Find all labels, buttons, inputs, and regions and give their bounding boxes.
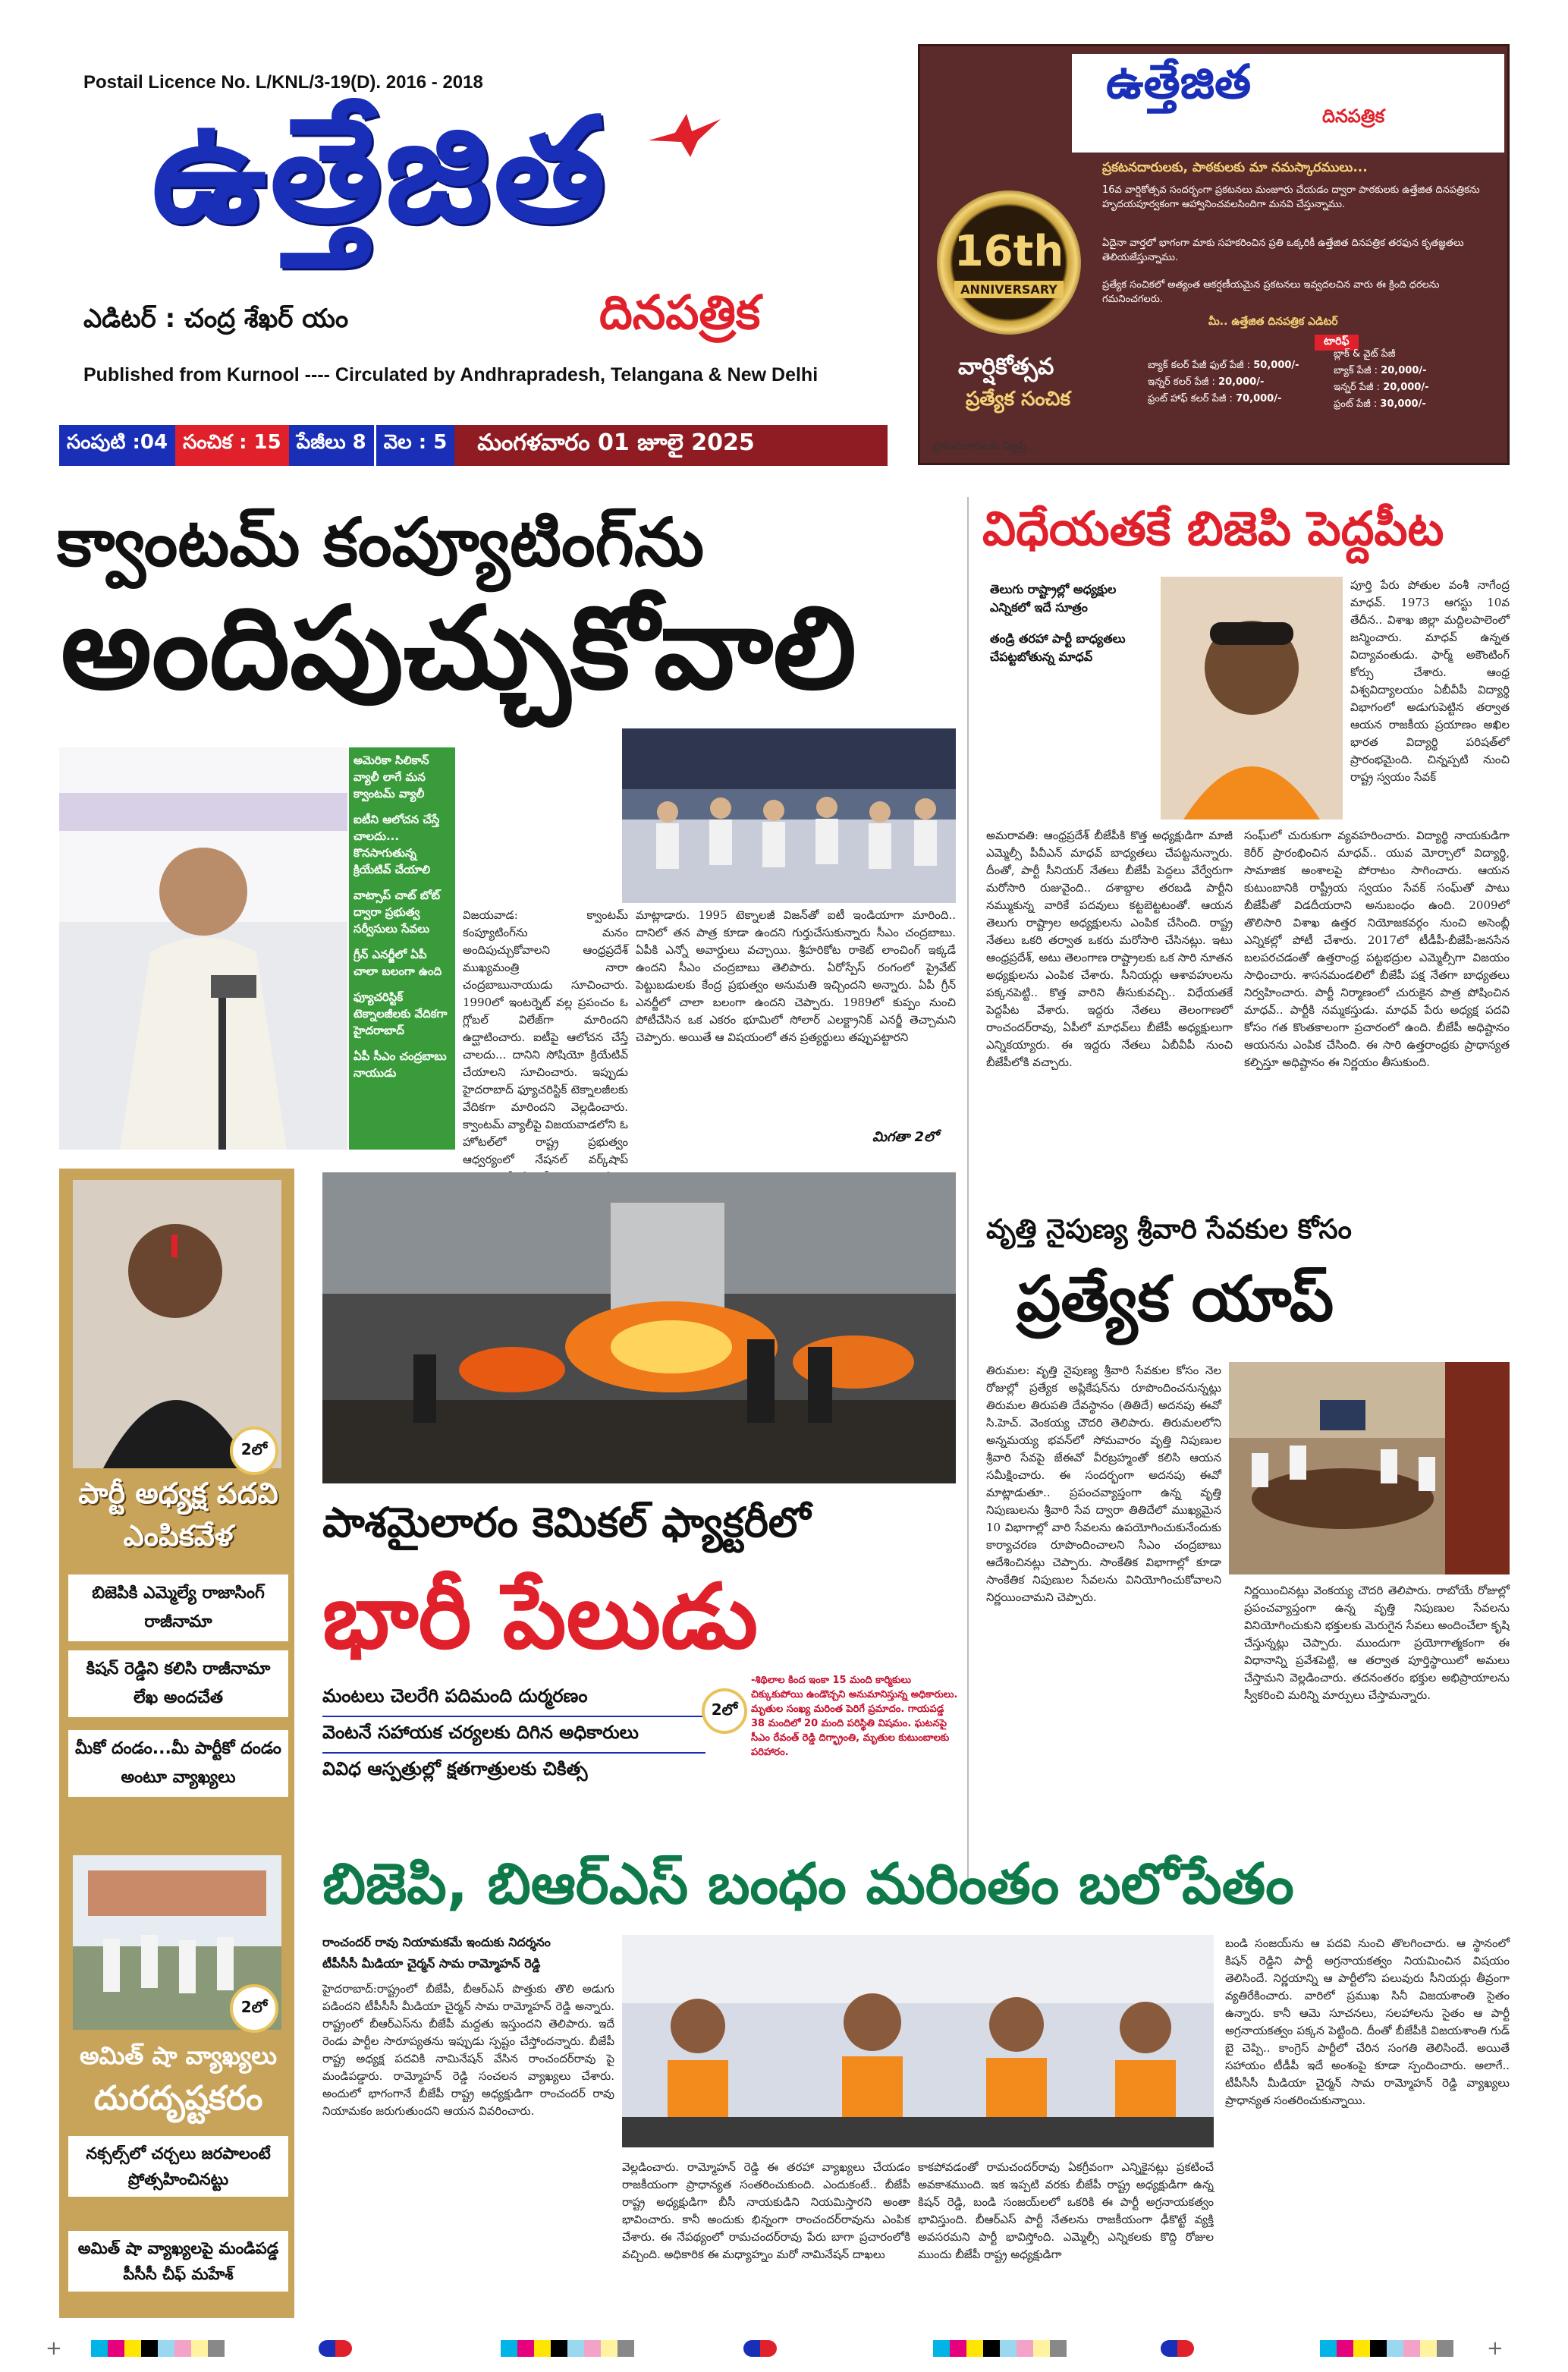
badge-number: 16th — [954, 227, 1064, 276]
tariff-row — [1334, 363, 1500, 379]
tariff-label: ఇన్నర్ కలర్ పేజీ : — [1148, 376, 1215, 388]
crop-mark: + — [46, 2337, 62, 2360]
color-bar — [501, 2340, 634, 2357]
lead-headline-2: అందిపుచ్చుకోవాలి — [61, 583, 856, 715]
factory-bullet: మంటలు చెలరేగి పదిమంది దుర్మరణం — [322, 1681, 705, 1717]
lead-continued: మిగతా 2లో — [872, 1129, 938, 1145]
crop-mark: + — [1487, 2337, 1504, 2360]
left-continued-badge-1: 2లో — [230, 1427, 278, 1475]
srivari-kicker: వృత్తి నైపుణ్య శ్రీవారి సేవకుల కోసం — [986, 1214, 1352, 1245]
lead-bullet: అమెరికా సిలికాన్ వ్యాలీ లాగే మన క్వాంటమ్ వ్యాలీ — [354, 753, 429, 801]
lead-bullet: ఫ్యూచరిస్టిక్ టెక్నాలజీలకు వేదికగా హైదరాబాద్ — [354, 990, 448, 1037]
ad-tariff-right — [1334, 346, 1500, 413]
color-bar — [743, 2340, 777, 2357]
paper-title: ఉత్తేజిత — [152, 87, 609, 254]
postal-licence: Postail Licence No. L/KNL/3-19(D). 2016 - 2018 — [83, 72, 483, 93]
factory-continued: 2లో — [702, 1688, 747, 1734]
tariff-label: బ్యాక్ కలర్ పేజీ ఫుల్ పేజీ : — [1148, 360, 1251, 371]
ad-tariff-title: టారిఫ్ — [1315, 335, 1359, 351]
column-divider — [967, 497, 969, 1886]
issue-pages: పేజీలు 8 — [289, 425, 374, 466]
tariff-label: ఫ్రంట్ హాఫ్ కలర్ పేజీ : — [1148, 393, 1233, 404]
workshop-audience-photo — [622, 728, 956, 903]
box2-headline-1: అమిత్ షా వ్యాఖ్యలు — [79, 2041, 278, 2070]
ttd-meeting-photo — [1229, 1362, 1510, 1575]
ad-sign: మీ.. ఉత్తేజిత దినపత్రిక ఎడిటర్ — [1208, 316, 1338, 328]
tariff-value: 20,000/- — [1381, 365, 1427, 376]
bottom-column-3: కాకపోవడంతో రామచందర్‌రావు ఏకగ్రీవంగా ఎన్నికైనట్లు ప్రకటించే అవకాశముంది. ఇక ఇప్పటి వరకు బీజేపీ రాష్ట్ర అధ్యక్షుడిగా ఉన్న కిషన్ రెడ్డి, బండి సంజయ్‌లలో ఒకరికి ఈ పార్టీ అగ్రనాయకత్వం భావిస్తుంది. బీఆర్‌ఎస్ పార్టీ నేతలను రాజకీయంగా ఢీకొట్టే వ్యక్తి అవసరమని పార్టీ భావిస్తోంది. ఎమ్మెల్సీ ఎన్నికలకు కొద్ది రోజుల ముందు బీజేపీ రాష్ట్ర అధ్యక్షుడిగా — [918, 2160, 1214, 2261]
ad-paper-title: ఉత్తేజిత — [1106, 54, 1252, 109]
tariff-row — [1148, 357, 1322, 374]
anniversary-badge — [937, 190, 1081, 335]
issue-info-bar — [59, 425, 888, 466]
ad-paper-subtitle: దినపత్రిక — [1322, 105, 1385, 127]
bottom-headline: బిజెపి, బిఆర్ఎస్ బంధం మరింతం బలోపేతం — [322, 1851, 1294, 1917]
factory-bullets — [322, 1681, 705, 1788]
tariff-row — [1334, 379, 1500, 396]
box1-sub-3: మీకో దండం...మీ పార్టీకో దండం అంటూ వ్యాఖ్యలు — [68, 1730, 288, 1797]
tariff-label: ఫ్రంట్ పేజీ : — [1334, 398, 1378, 410]
factory-headline-1: పాశమైలారం కెమికల్ ఫ్యాక్టరీలో — [322, 1499, 811, 1546]
bottom-column-4: బండి సంజయ్‌ను ఆ పదవి నుంచి తొలగించారు. ఆ స్థానంలో కిషన్ రెడ్డిని పార్టీ అగ్రనాయకత్వం నియమించిన విషయం తెలిసిందే. నిర్ణయాన్ని ఆ పార్టీలోని పలువురు సీనియర్లు తీవ్రంగా వ్యతిరేకించారు. వారిలో ప్రముఖ సినీ విజయశాంతి సైతం ఉన్నారు. కానీ ఆమె సూచనలు, సలహాలను సైతం ఆ పార్టీ అగ్రనాయకత్వం పక్కన పెట్టింది. దీంతో బీజేపీకి విజయశాంతి గుడ్ బై చెప్పి.. కాంగ్రెస్ పార్టీలో చేరిన సంగతి తెలిసిందే. అయితే సహాయం టీడీపీ ఇదే అంశంపై కూడా స్పందించారు. అలాగే.. టీపీసీసీ మీడియా చైర్మన్ సామ రామ్మోహన్ రెడ్డి వ్యాఖ్యలు ప్రాధాన్యత సంతరించుకున్నాయి. — [1225, 1936, 1510, 2107]
lead-bullet: వాట్సాప్ చాట్ బోట్ ద్వారా ప్రభుత్వ సర్వీసులు సేవలు — [354, 889, 441, 936]
factory-bullet: వెంటనే సహాయక చర్యలకు దిగిన అధికారులు — [322, 1717, 705, 1754]
lead-bullets-box — [349, 747, 455, 1150]
masthead — [61, 72, 895, 451]
bottom-column-2: వెల్లడించారు. రామ్మోహన్ రెడ్డి ఈ తరహా వ్యాఖ్యలు చేయడం రాజకీయంగా ప్రాధాన్యత సంతరించుకుంది. ఎందుకంటే.. బీజేపీ రాష్ట్ర అధ్యక్షుడిగా బీసీ నాయకుడిని నియమిస్తారని అంతా భావించారు. కానీ అందుకు భిన్నంగా రాంచందర్‌రావును ఎంపిక చేశారు. ఈ నేపథ్యంలో రామచందర్‌రావు పేరు బాగా ప్రచారంలోకి వచ్చింది. అధికారిక ఈ మధ్యాహ్నం మరో నామినేషన్ దాఖలు — [622, 2160, 910, 2261]
ad-para-3: ప్రత్యేక సంచికలో అత్యంత ఆకర్షణీయమైన ప్రకటనలు ఇవ్వదలచిన వారు ఈ క్రింది ధరలను గమనించగలరు. — [1102, 279, 1440, 305]
issue-volume: సంపుటి :04 — [59, 425, 175, 466]
left-continued-badge-2: 2లో — [230, 1984, 278, 2033]
published-line: Published from Kurnool ---- Circulated by Andhrapradesh, Telangana & New Delhi — [83, 364, 819, 385]
tariff-row: బ్లాక్ & వైట్ పేజీ — [1334, 348, 1396, 360]
ad-caption-2: ప్రత్యేక సంచిక — [966, 388, 1071, 411]
tariff-row — [1148, 391, 1322, 407]
ad-note: ప్రకటనదారులకు విజ్ఞప్తి... — [933, 440, 1036, 452]
print-registration-strip — [46, 2337, 1525, 2360]
factory-bullet: వివిధ ఆస్పత్రుల్లో క్షతగాత్రులకు చికిత్స — [322, 1758, 588, 1779]
ad-para-2: ఏదైనా వార్తలో భాగంగా మాకు సహకరించిన ప్రతి ఒక్కరికీ ఉత్తేజిత దినపత్రిక తరఫున కృతజ్ఞతలు తెలియజేస్తున్నాము. — [1102, 238, 1464, 263]
bjp-column-right: పూర్తి పేరు పోతుల వంశీ నాగేంద్ర మాధవ్. 1973 ఆగస్టు 10వ తేదీన.. విశాఖ జిల్లా మద్దిలపాలెంలో జన్మించారు. మాధవ్ ఉన్నత విద్యావంతుడు. ఫార్మ్ అకౌంటింగ్ కోర్సు చేశారు. ఆంధ్ర విశ్వవిద్యాలయం ఏబీవీపీ విద్యార్థి విభాగంలో అడుగుపెట్టిన తర్వాత ఆయన రాజకీయ ప్రయాణం అఖిల భారత విద్యార్థి పరిషత్‌లో ప్రారంభమైంది. చిన్నప్పటి నుంచి రాష్ట్ర స్వయం సేవక్ — [1350, 578, 1510, 784]
color-bar — [1161, 2340, 1194, 2357]
lead-column-1: విజయవాడ: క్వాంటమ్ కంప్యూటింగ్‌ను మనం అందిపుచ్చుకోవాలని ఆంధ్రప్రదేశ్ ముఖ్యమంత్రి నారా చంద్రబాబునాయుడు సూచించారు. 1990లో ఇంటర్నెట్ వల్ల ప్రపంచం ఓ గ్లోబల్ విలేజ్‌గా మారిందని ఉద్ఘాటించారు. ఐటీపై ఆలోచన చేస్తే చాలదు... దానిని సోషియో క్రియేటివ్ చేయాలని సూచించారు. ఇప్పుడు హైదరాబాద్ ఫ్యూచరిస్టిక్ టెక్నాలజీలకు వేదికగా మారిందని వెల్లడించారు. క్వాంటమ్ వ్యాలీపై విజయవాడలోని ఓ హోటల్‌లో రాష్ట్ర ప్రభుత్వం ఆధ్వర్యంలో నేషనల్ వర్క్‌షాప్ — [463, 908, 628, 1166]
box1-headline: పార్టీ అధ్యక్ష పదవి ఎంపికవేళ — [78, 1477, 278, 1552]
box2-sub: నక్సల్స్‌లో చర్చలు జరపాలంటే ప్రోత్సహించినట్టు — [68, 2136, 288, 2197]
ad-tariff-left — [1148, 357, 1322, 407]
srivari-column-1: తిరుమల: వృత్తి నైపుణ్య శ్రీవారి సేవకుల కోసం నెల రోజుల్లో ప్రత్యేక అప్లికేషన్‌ను రూపొందించనున్నట్లు తిరుమల తిరుపతి దేవస్థానం (తితిదే) అదనపు ఈవో సి.హెచ్. వెంకయ్య చౌదరి తెలిపారు. తిరుమలలోని అన్నమయ్య భవన్‌లో సోమవారం వృత్తి నిపుణుల శ్రీవారి సేవపై జేఈవో వీరబ్రహ్మంతో కలిసి ఆయన సమీక్షించారు. ఈ సందర్భంగా అదనపు ఈవో మాట్లాడుతూ.. ప్రపంచవ్యాప్తంగా ఉన్న వృత్తి నిపుణులను శ్రీవారి సేవ ద్వారా తితిదేలో ముఖ్యమైన 10 విభాగాల్లో వారి సేవలను ఉపయోగించుకునేందుకు కార్యాచరణ రూపొందించాలని సీఎం చంద్రబాబు ఆదేశించినట్లు చెప్పారు. సాంకేతిక విభాగాల్లో కూడా సాంకేతిక నిపుణుల సేవలను వినియోగించుకోవాలని నిర్ణయించామని చెప్పారు. — [986, 1364, 1221, 1604]
color-bar — [91, 2340, 225, 2357]
tariff-value: 30,000/- — [1380, 398, 1426, 410]
madhav-portrait — [1161, 577, 1343, 820]
bottom-kicker-1: రాంచందర్ రావు నియామకమే ఇందుకు నిదర్శనం — [322, 1935, 551, 1949]
editor-line: ఎడిటర్ : చంద్ర శేఖర్ యం — [83, 304, 349, 334]
issue-price: వెల : 5 — [374, 425, 455, 466]
badge-label: ANNIVERSARY — [954, 281, 1064, 298]
lead-column-2: మాట్లాడారు. 1995 టెక్నాలజీ విజన్‌తో ఐటీ ఇండియాగా మారింది.. దానిలో తన పాత్ర కూడా ఉందని గుర్తుచేసుకున్నారు సీఎం చంద్రబాబు. ఏపీకి ఎన్నో అవార్డులు వచ్చాయి. శ్రీహరికోట రాకెట్ లాంచింగ్ ఇక్కడే ఉందని సీఎం చంద్రబాబు తెలిపారు. ఏరోస్పేస్ రంగంలో ప్రైవేట్ పెట్టుబడులకు కేంద్ర ప్రభుత్వం అనుమతి ఇచ్చిందని అన్నారు. ఏపీ గ్రీన్ ఎనర్జీలో చాలా బలంగా ఉందని చెప్పారు. 1989లో కుప్పం నుంచి పోటీచేసిన ఒక ఎకరం భూమిలో సోలార్ ఎలక్ట్రానిక్ ఎనర్జీ తెచ్చామని చెప్పారు. అయితే ఆ విషయంలో తన ప్రత్యర్థులు తప్పుపట్టారని — [636, 908, 956, 1044]
bjp-kicker-2: తండ్రి తరహా పార్టీ బాధ్యతలు చేపట్టబోతున్న మాధవ్ — [990, 631, 1126, 664]
bjp-column-main-2: సంఘ్‌లో చురుకుగా వ్యవహరించారు. విద్యార్థి నాయకుడిగా కెరీర్ ప్రారంభించిన మాధవ్.. యువ మోర్చాలో విద్యార్థి, సామాజిక అంశాలపై పోరాటం సాగించారు. ఆయన కుటుంబానికి రాష్ట్రీయ స్వయం సేవక్ సంఘ్‌తో పాటు బీజేపీతో విడదీయరాని అనుబంధం ఉంది. 2009లో తొలిసారి విశాఖ ఉత్తర నియోజకవర్గం నుంచి అసెంబ్లీ ఎన్నికల్లో పోటీ చేశారు. 2017లో టీడీపీ-బీజేపీ-జనసేన బలపరచడంతో ఉత్తరాంధ్ర పట్టభద్రుల ఎమ్మెల్సీగా విజయం సాధించారు. శాసనమండలిలో బీజేపీ పక్ష నేతగా బాధ్యతలు నిర్వహించారు. పార్టీ నిర్మాణంలో చురుకైన పాత్ర పోషించిన మాధవ్.. పార్టీకి నమ్మకస్తుడు. మాధవ్ పేరు అధ్యక్ష పదవి కోసం గత కొంతకాలంగా ప్రచారంలో ఉంది. బీజేపీ అధిష్టానం ఆయనను ఎంపిక చేసింది. ఈ సారి ఉత్తరాంధ్రకు ప్రాధాన్యత కల్పిస్తూ అధిష్టానం ఈ నిర్ణయం తీసుకుంది. — [1244, 829, 1510, 1069]
factory-note: -శిథిలాల కింద ఇంకా 15 మంది కార్మికులు చిక్కుకుపోయి ఉండొచ్చని అనుమానిస్తున్న అధికారులు. మృతుల సంఖ్య మరింత పెరిగే ప్రమాదం. గాయపడ్డ 38 మందిలో 20 మంది పరిస్థితి విషమం. ఘటనపై సీఎం రేవంత్ రెడ్డి దిగ్భ్రాంతి, మృతుల కుటుంబాలకు పరిహారం. — [751, 1675, 958, 1758]
box2-sub-2: అమిత్ షా వ్యాఖ్యలపై మండిపడ్డ పీసీసీ చీఫ్ మహేశ్ — [68, 2231, 288, 2292]
box1-sub-2: కిషన్ రెడ్డిని కలిసి రాజీనామా లేఖ అందచేత — [68, 1650, 288, 1717]
tariff-value: 20,000/- — [1383, 382, 1429, 393]
issue-number: సంచిక : 15 — [175, 425, 289, 466]
lead-bullet: ఐటీని ఆలోచన చేస్తే చాలదు... కొనసాగుతున్న క్రియేటివ్ చేయాలి — [354, 813, 440, 876]
ad-caption-1: వార్షికోత్సవ — [958, 354, 1054, 380]
lead-bullet: ఏపీ సీఎం చంద్రబాబు నాయుడు — [354, 1049, 447, 1080]
tariff-value: 70,000/- — [1236, 393, 1282, 404]
cm-speech-photo — [59, 747, 347, 1150]
lead-bullet: గ్రీన్ ఎనర్జీలో ఏపీ చాలా బలంగా ఉంది — [354, 948, 442, 978]
tariff-label: బ్యాక్ పేజీ : — [1334, 365, 1378, 376]
bjp-headline: విధేయతకే బిజెపి పెద్దపీట — [982, 501, 1444, 556]
bottom-kicker-2: టీపీసీసీ మీడియా చైర్మన్ సామ రామ్మోహన్ రెడ్డి — [322, 1956, 541, 1971]
bird-logo — [645, 110, 728, 163]
paper-subtitle: దినపత్రిక — [599, 285, 761, 340]
color-bar — [319, 2340, 352, 2357]
factory-headline-2: భారీ పేలుడు — [322, 1564, 759, 1669]
bjp-kicker-1: తెలుగు రాష్ట్రాల్లో అధ్యక్షుల ఎన్నికలో ఇదే సూత్రం — [990, 582, 1117, 615]
tariff-row — [1334, 396, 1500, 413]
issue-date: మంగళవారం 01 జూలై 2025 — [477, 429, 755, 456]
raja-singh-photo — [73, 1180, 281, 1468]
anniversary-ad — [918, 44, 1510, 465]
tariff-row — [1148, 374, 1322, 391]
factory-fire-photo — [322, 1172, 956, 1483]
tariff-value: 50,000/- — [1253, 360, 1299, 371]
bjp-column-main-1: అమరావతి: ఆంధ్రప్రదేశ్ బీజేపీకి కొత్త అధ్యక్షుడిగా మాజీ ఎమ్మెల్సీ పీవీఎన్ మాధవ్ బాధ్యతలు చేపట్టనున్నారు. దీంతో, పార్టీ సీనియర్ నేతలు బీజేపీ పెద్దలు వేర్వేరుగా మరోసారి రుజువైంది.. దశాబ్దాల తరబడి పార్టీని నమ్ముకున్న వారికే పదవులు కట్టబెట్టటంతో. ఆయన తెలుగు రాష్ట్రాల అధ్యక్షులను ఎంపిక చేసింది. రాష్ట్ర నేతలు ఒకరి తర్వాత ఒకరు మరోసారి చేసినట్లు. ఇటు ఆంధ్రప్రదేశ్, అటు తెలంగాణ రాష్ట్రాలకు ఒక సారి నూతన అధ్యక్షులను ఎంపిక చేశారు. సీనియర్లు ఆశావహులను పక్కనపెట్టి.. కొత్త వారిని తీసుకువచ్చి.. విధేయతకే పెద్దపీట వేశారు. ఇద్దరు నేతలు తెలంగాణలో రాంచందర్‌రావు, ఏపీలో మాధవ్‌లు బీజేపీ అధ్యక్షులుగా ఎన్నికయ్యారు. ఈ ఇద్దరు నేతలు ఏబీవీపీ నుంచి బీజేపీలోకి వచ్చారు. — [986, 829, 1233, 1069]
ad-heading: ప్రకటనదారులకు, పాఠకులకు మా నమస్కారములు... — [1102, 160, 1368, 175]
ad-para-1: 16వ వార్షికోత్సవ సందర్భంగా ప్రకటనలు మంజూరు చేయడం ద్వారా పాఠకులకు ఉత్తేజిత దినపత్రికను హృదయపూర్వకంగా ఆహ్వానించవలసిందిగా మనవి చేస్తున్నాము. — [1102, 184, 1480, 210]
bottom-column-1: హైదరాబాద్:రాష్ట్రంలో బీజేపీ, బీఆర్‌ఎస్ పొత్తుకు తొలి అడుగు పడిందని టీపీసీసీ మీడియా చైర్మన్ సామ రామ్మోహన్ రెడ్డి అన్నారు. రాష్ట్రంలో బీఆర్‌ఎస్‌ను బీజేపీ మద్దతు ఇస్తుందని తెలిపారు. ఇదే రెండు పార్టీల సారూప్యతను ఇప్పుడు స్పష్టం చేస్తోందన్నారు. బీజేపీ రాష్ట్ర అధ్యక్ష పదవికి నామినేషన్ వేసిన రాంచందర్‌రావు పై మండిపడ్డారు. రామ్మోహన్ రెడ్డి సంచలన వ్యాఖ్యలు చేశారు. అందులో భాగంగానే బీజేపీ రాష్ట్ర అధ్యక్షుడిగా రాంచందర్ రావు నియామకం జరుగుతుందని ఆయన వివరించారు. — [322, 1982, 614, 2118]
box1-sub: బిజెపికి ఎమ్మెల్యే రాజాసింగ్ రాజీనామా — [68, 1575, 288, 1641]
ad-logo-box — [1072, 54, 1504, 153]
left-news-column — [59, 1169, 294, 2318]
srivari-headline: ప్రత్యేక యాప్ — [1017, 1263, 1334, 1335]
color-bar — [1320, 2340, 1453, 2357]
srivari-column-2: నిర్ణయించినట్లు వెంకయ్య చౌదరి తెలిపారు. రాబోయే రోజుల్లో ప్రపంచవ్యాప్తంగా ఉన్న వృత్తి నిపుణుల సేవలను వినియోగించుకుని భక్తులకు మెరుగైన సేవలు అందించేలా కృషి చేస్తున్నట్లు చెప్పారు. ముందుగా ప్రయోగాత్మకంగా ఈ విధానాన్ని ప్రవేశపెట్టి, ఆ తర్వాత పూర్తిస్థాయిలో అమలు చేస్తామని వెల్లడించారు. తదనంతరం భక్తుల అభిప్రాయాలను స్వీకరించి మరిన్ని మార్పులు చేస్తామన్నారు. — [1244, 1584, 1510, 1702]
color-bar — [933, 2340, 1067, 2357]
bjp-leaders-photo — [622, 1935, 1214, 2147]
tariff-label: ఇన్నర్ పేజీ : — [1334, 382, 1381, 393]
tariff-value: 20,000/- — [1218, 376, 1265, 388]
lead-headline-1: క్వాంటమ్ కంప్యూటింగ్‌ను — [57, 503, 705, 581]
box2-headline-2: దురదృష్టకరం — [93, 2079, 263, 2118]
